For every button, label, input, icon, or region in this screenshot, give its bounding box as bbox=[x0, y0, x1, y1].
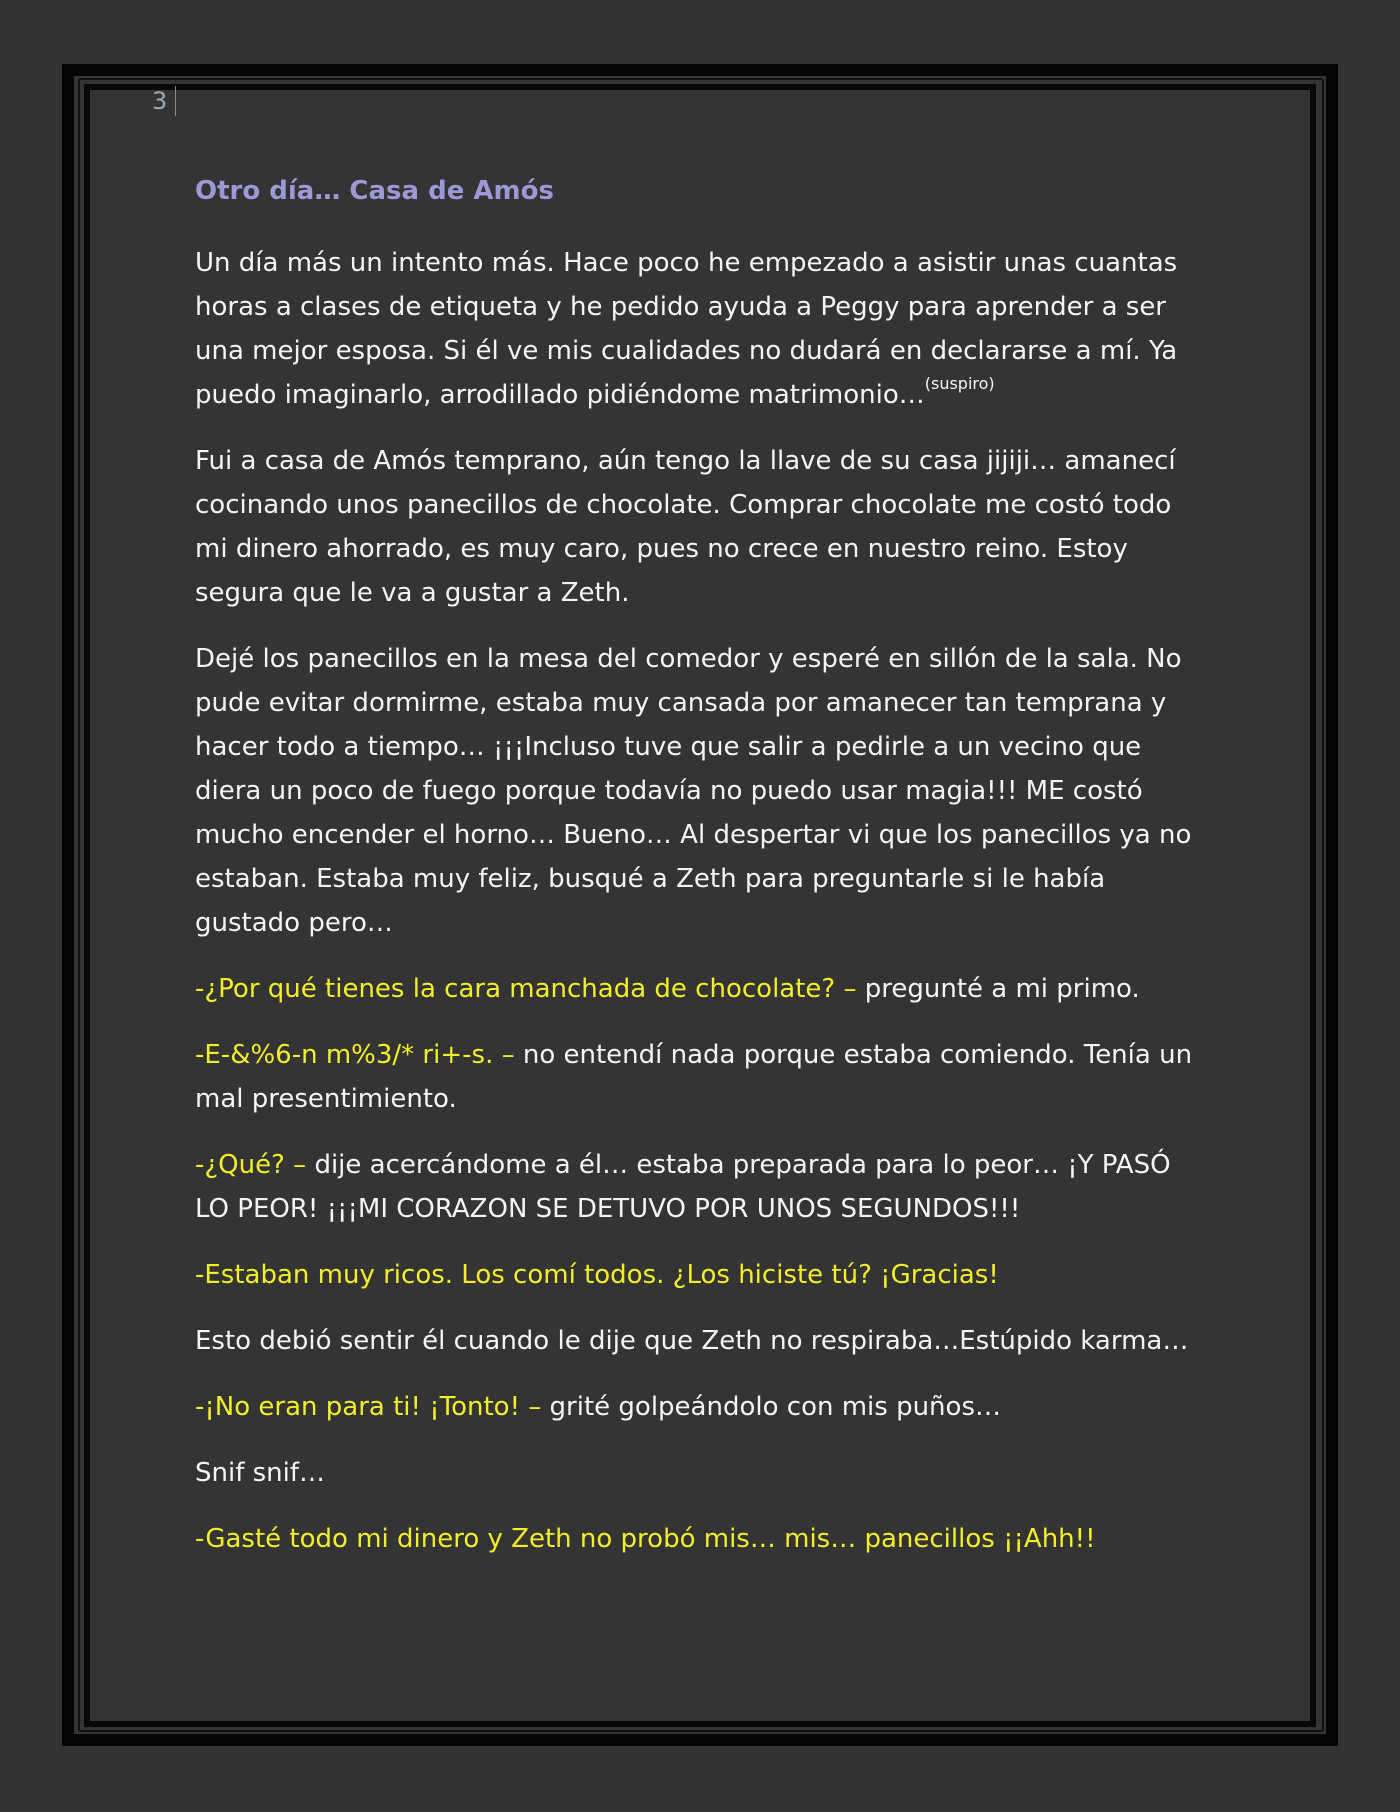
dialogue-line: -¡No eran para ti! ¡Tonto! – bbox=[195, 1392, 542, 1422]
paragraph-5 bbox=[195, 1033, 1210, 1121]
paragraph-4 bbox=[195, 967, 1210, 1011]
dialogue-line: -Estaban muy ricos. Los comí todos. ¿Los hiciste tú? ¡Gracias! bbox=[195, 1260, 999, 1290]
paragraph-1-superscript: (suspiro) bbox=[924, 374, 995, 393]
page-content bbox=[195, 165, 1210, 1583]
paragraph-9 bbox=[195, 1385, 1210, 1429]
dialogue-line: -E-&%6-n m%3/* ri+-s. – bbox=[195, 1040, 515, 1070]
paragraph-2: Fui a casa de Amós temprano, aún tengo la llave de su casa jijiji… amanecí cocinando unos panecillos de chocolate. Comprar chocolate me costó todo mi dinero ahorrado, es muy caro, pues no crece en nuestro reino. Estoy segura que le va a gustar a Zeth. bbox=[195, 446, 1176, 608]
paragraph-11 bbox=[195, 1517, 1210, 1561]
narration-text: grité golpeándolo con mis puños… bbox=[541, 1392, 1001, 1422]
paragraph-1-text: Un día más un intento más. Hace poco he empezado a asistir unas cuantas horas a clases de etiqueta y he pedido ayuda a Peggy para aprender a ser una mejor esposa. Si él ve mis cualidades no dudará en declararse a mí. Ya puedo imaginarlo, arrodillado pidiéndome matrimonio… bbox=[195, 248, 1178, 410]
chapter-heading: Otro día… Casa de Amós bbox=[195, 176, 554, 206]
narration-text: no entendí nada porque estaba comiendo. Tenía un mal presentimiento. bbox=[195, 1040, 1193, 1114]
dialogue-line: -¿Por qué tienes la cara manchada de chocolate? – bbox=[195, 974, 857, 1004]
paragraph-10: Snif snif… bbox=[195, 1458, 326, 1488]
paragraph-7 bbox=[195, 1253, 1210, 1297]
paragraph-3: Dejé los panecillos en la mesa del comedor y esperé en sillón de la sala. No pude evitar dormirme, estaba muy cansada por amanecer tan temprana y hacer todo a tiempo… ¡¡¡Incluso tuve que salir a pedirle a un vecino que diera un poco de fuego porque todavía no puedo usar magia!!! ME costó mucho encender el horno… Bueno… Al despertar vi que los panecillos ya no estaban. Estaba muy feliz, busqué a Zeth para preguntarle si le había gustado pero… bbox=[195, 644, 1192, 938]
paragraph-1 bbox=[195, 241, 1210, 417]
page-number: 3 bbox=[152, 86, 176, 116]
dialogue-line: -Gasté todo mi dinero y Zeth no probó mis… mis… panecillos ¡¡Ahh!! bbox=[195, 1524, 1096, 1554]
paragraph-8: Esto debió sentir él cuando le dije que Zeth no respiraba…Estúpido karma… bbox=[195, 1326, 1189, 1356]
dialogue-line: -¿Qué? – bbox=[195, 1150, 307, 1180]
narration-text: dije acercándome a él… estaba preparada para lo peor… ¡Y PASÓ LO PEOR! ¡¡¡MI CORAZON SE DETUVO POR UNOS SEGUNDOS!!! bbox=[195, 1150, 1171, 1224]
narration-text: pregunté a mi primo. bbox=[856, 974, 1140, 1004]
paragraph-6 bbox=[195, 1143, 1210, 1231]
